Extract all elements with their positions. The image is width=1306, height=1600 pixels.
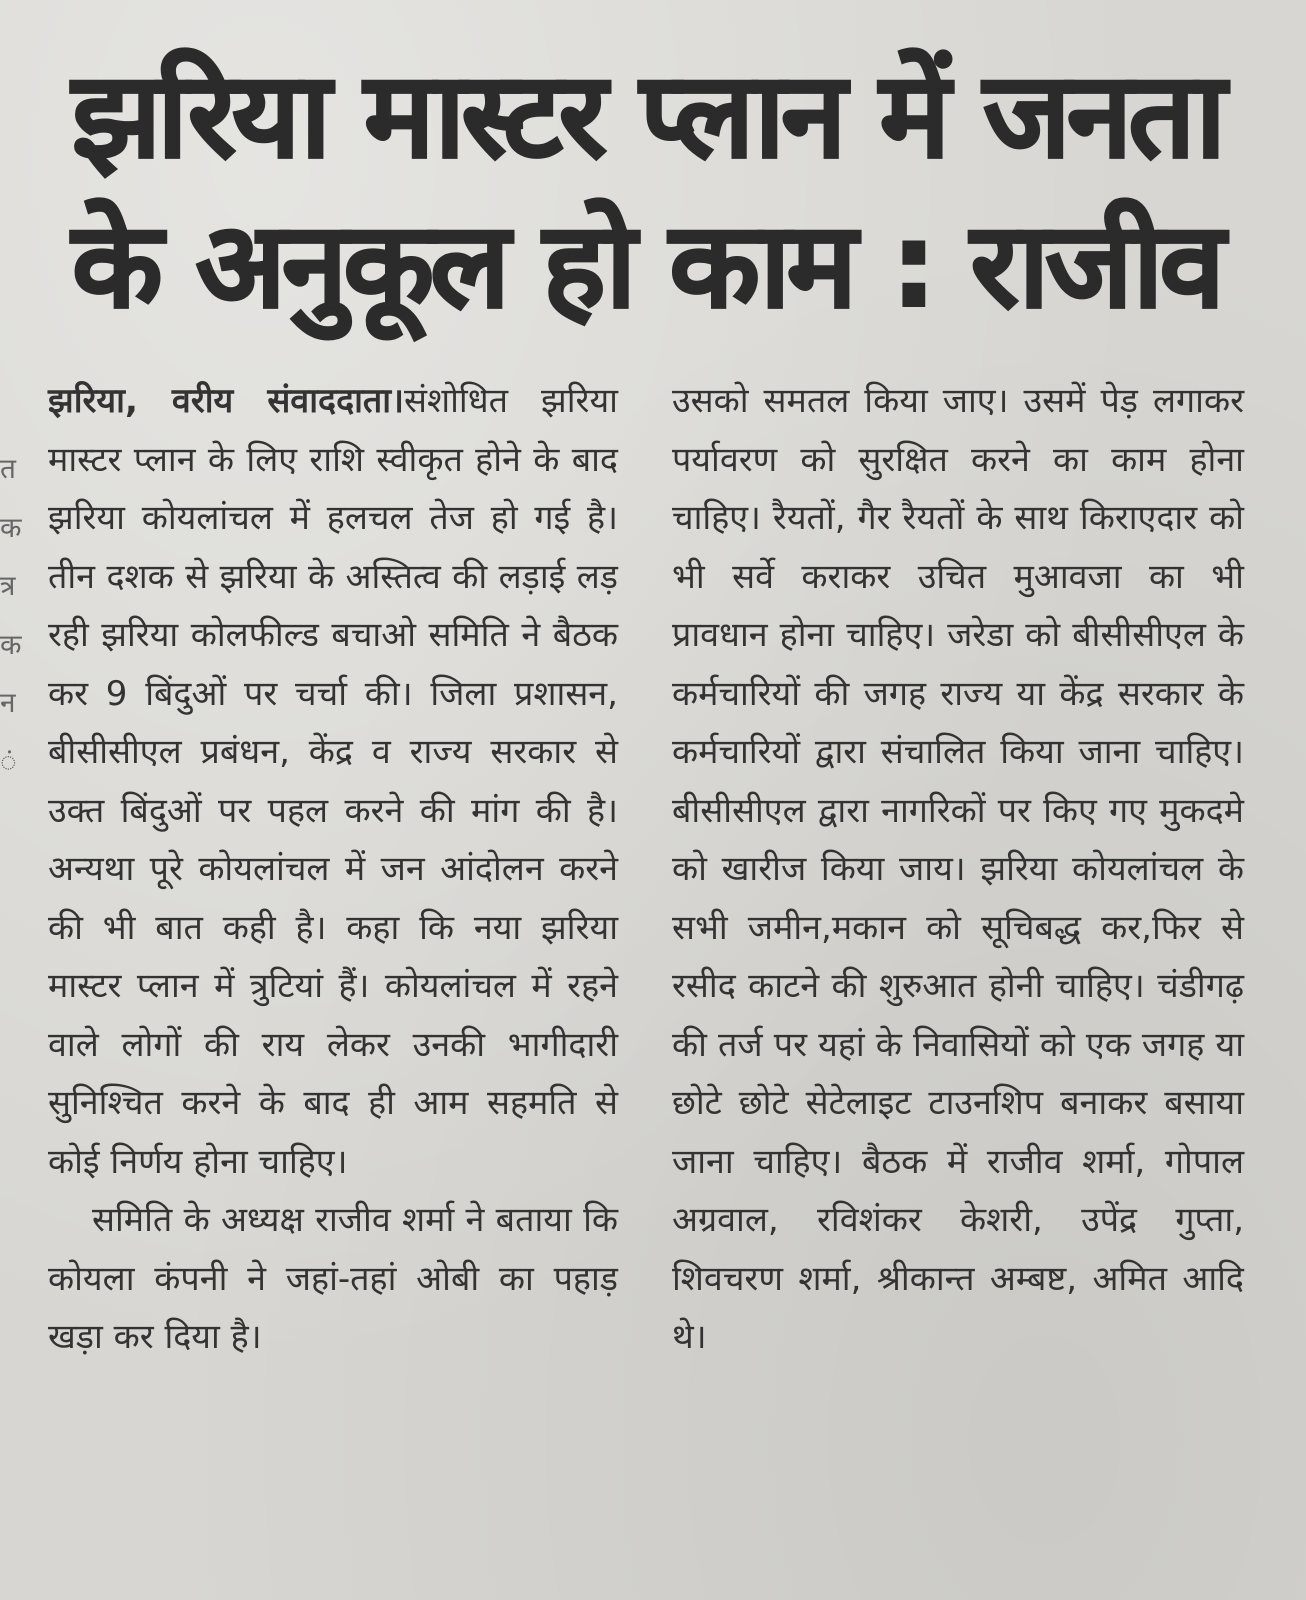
headline-line-2: के अनुकूल हो काम : राजीव [72, 196, 1222, 334]
headline-line-1: झरिया मास्टर प्लान में जनता [72, 46, 1223, 184]
adjacent-column-fragment [0, 440, 28, 791]
dateline: झरिया, वरीय संवाददाता। [48, 381, 404, 421]
article-paragraph-2: समिति के अध्यक्ष राजीव शर्मा ने बताया कि कोयला कंपनी ने जहां-तहां ओबी का पहाड़ खड़ा कर दिया है। [48, 1200, 618, 1357]
edge-fragment: त्र [0, 569, 16, 602]
edge-fragment: ं [0, 744, 17, 778]
edge-fragment: त [0, 452, 16, 485]
edge-fragment: क [0, 627, 22, 661]
edge-fragment: न [0, 686, 16, 719]
article-column-right [672, 372, 1244, 1367]
edge-fragment: क [0, 510, 22, 544]
paragraph-1-text: संशोधित झरिया मास्टर प्लान के लिए राशि स्वीकृत होने के बाद झरिया कोयलांचल में हलचल तेज हो गई है। तीन दशक से झरिया के अस्तित्व की लड़ाई लड़ रही झरिया कोलफील्ड बचाओ समिति ने बैठक कर 9 बिंदुओं पर चर्चा की। जिला प्रशासन, बीसीसीएल प्रबंधन, केंद्र व राज्य सरकार से उक्त बिंदुओं पर पहल करने की मांग की है। अन्यथा पूरे कोयलांचल में जन आंदोलन करने की भी बात कही है। कहा कि नया झरिया मास्टर प्लान में त्रुटियां हैं। कोयलांचल में रहने वाले लोगों की राय लेकर उनकी भागीदारी सुनिश्चित करने के बाद ही आम सहमति से कोई निर्णय होना चाहिए। [48, 381, 618, 1182]
article-paragraph-1 [48, 372, 618, 1191]
headline [72, 40, 1252, 340]
article-column-left [48, 372, 618, 1367]
article-paragraph-3: उसको समतल किया जाए। उसमें पेड़ लगाकर पर्यावरण को सुरक्षित करने का काम होना चाहिए। रैयतों, गैर रैयतों के साथ किराएदार को भी सर्वे कराकर उचित मुआवजा का भी प्रावधान होना चाहिए। जरेडा को बीसीसीएल के कर्मचारियों की जगह राज्य या केंद्र सरकार के कर्मचारियों द्वारा संचालित किया जाना चाहिए। बीसीसीएल द्वारा नागरिकों पर किए गए मुकदमे को खारीज किया जाय। झरिया कोयलांचल के सभी जमीन,मकान को सूचिबद्ध कर,फिर से रसीद काटने की शुरुआत होनी चाहिए। चंडीगढ़ की तर्ज पर यहां के निवासियों को एक जगह या छोटे छोटे सेटेलाइट टाउनशिप बनाकर बसाया जाना चाहिए। बैठक में राजीव शर्मा, गोपाल अग्रवाल, रविशंकर केशरी, उपेंद्र गुप्ता, शिवचरण शर्मा, श्रीकान्त अम्बष्ट, अमित आदि थे। [672, 381, 1244, 1357]
